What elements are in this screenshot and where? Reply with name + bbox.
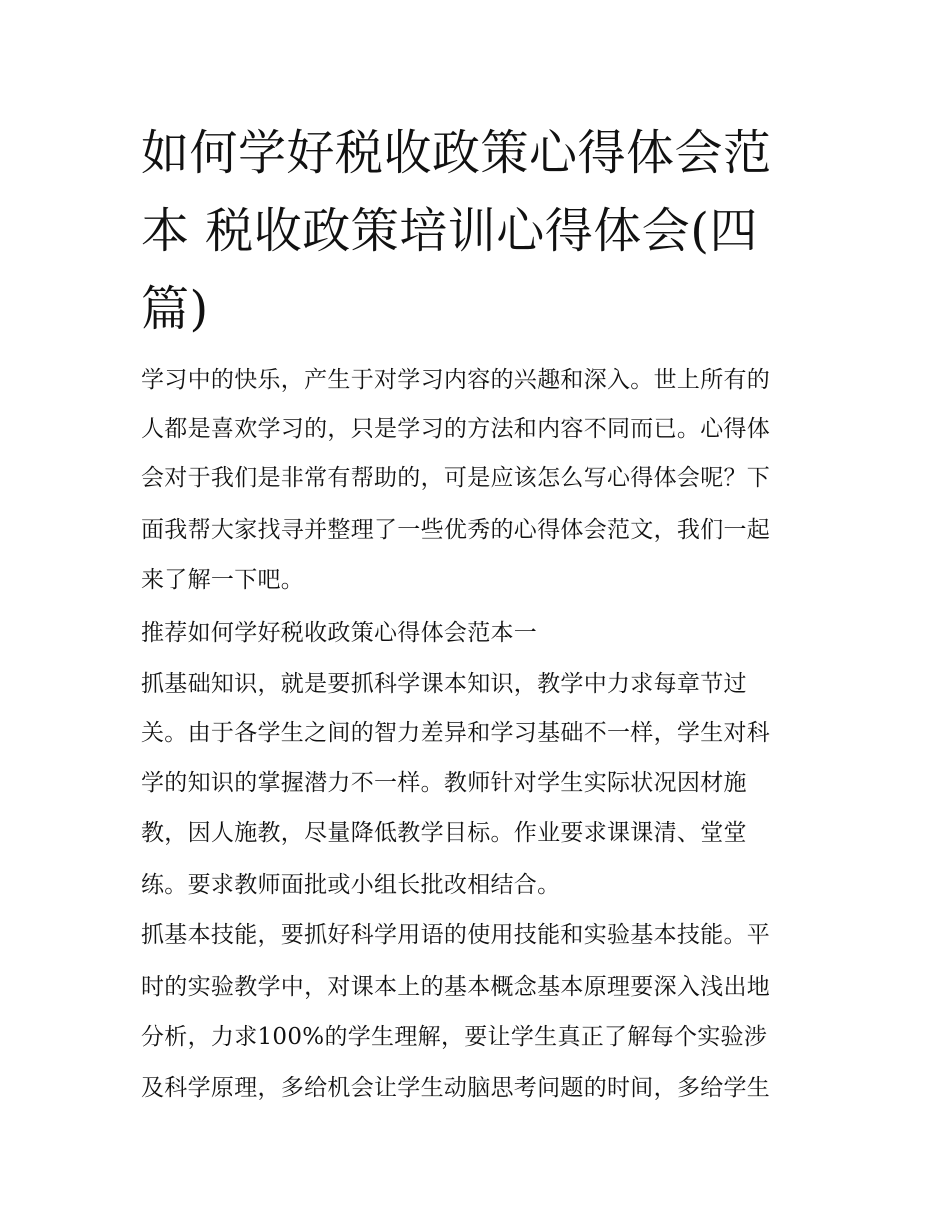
body-line: 练。要求教师面批或小组长批改相结合。 — [141, 872, 561, 898]
section-heading: 推荐如何学好税收政策心得体会范本一 — [141, 620, 538, 646]
title-line-3: 篇) — [141, 281, 209, 337]
body-line: 会对于我们是非常有帮助的，可是应该怎么写心得体会呢？下 — [141, 465, 771, 491]
body-line: 人都是喜欢学习的，只是学习的方法和内容不同而已。心得体 — [141, 416, 771, 442]
body-line: 抓基础知识，就是要抓科学课本知识，教学中力求每章节过 — [141, 671, 747, 697]
body-line: 学的知识的掌握潜力不一样。教师针对学生实际状况因材施 — [141, 770, 747, 796]
title-line-2: 本 税收政策培训心得体会(四 — [141, 203, 758, 259]
body-line: 抓基本技能，要抓好科学用语的使用技能和实验基本技能。平 — [141, 922, 771, 948]
body-line: 时的实验教学中，对课本上的基本概念基本原理要深入浅出地 — [141, 974, 771, 1000]
body-line: 分析，力求100%的学生理解，要让学生真正了解每个实验涉 — [141, 1024, 768, 1050]
title-line-1: 如何学好税收政策心得体会范 — [141, 125, 772, 181]
body-line: 学习中的快乐，产生于对学习内容的兴趣和深入。世上所有的 — [141, 367, 771, 393]
body-line: 面我帮大家找寻并整理了一些优秀的心得体会范文，我们一起 — [141, 517, 771, 543]
body-line: 关。由于各学生之间的智力差异和学习基础不一样，学生对科 — [141, 720, 771, 746]
body-line: 教，因人施教，尽量降低教学目标。作业要求课课清、堂堂 — [141, 820, 747, 846]
body-line: 来了解一下吧。 — [141, 567, 305, 593]
body-line: 及科学原理，多给机会让学生动脑思考问题的时间，多给学生 — [141, 1075, 771, 1101]
document-title — [141, 114, 811, 348]
